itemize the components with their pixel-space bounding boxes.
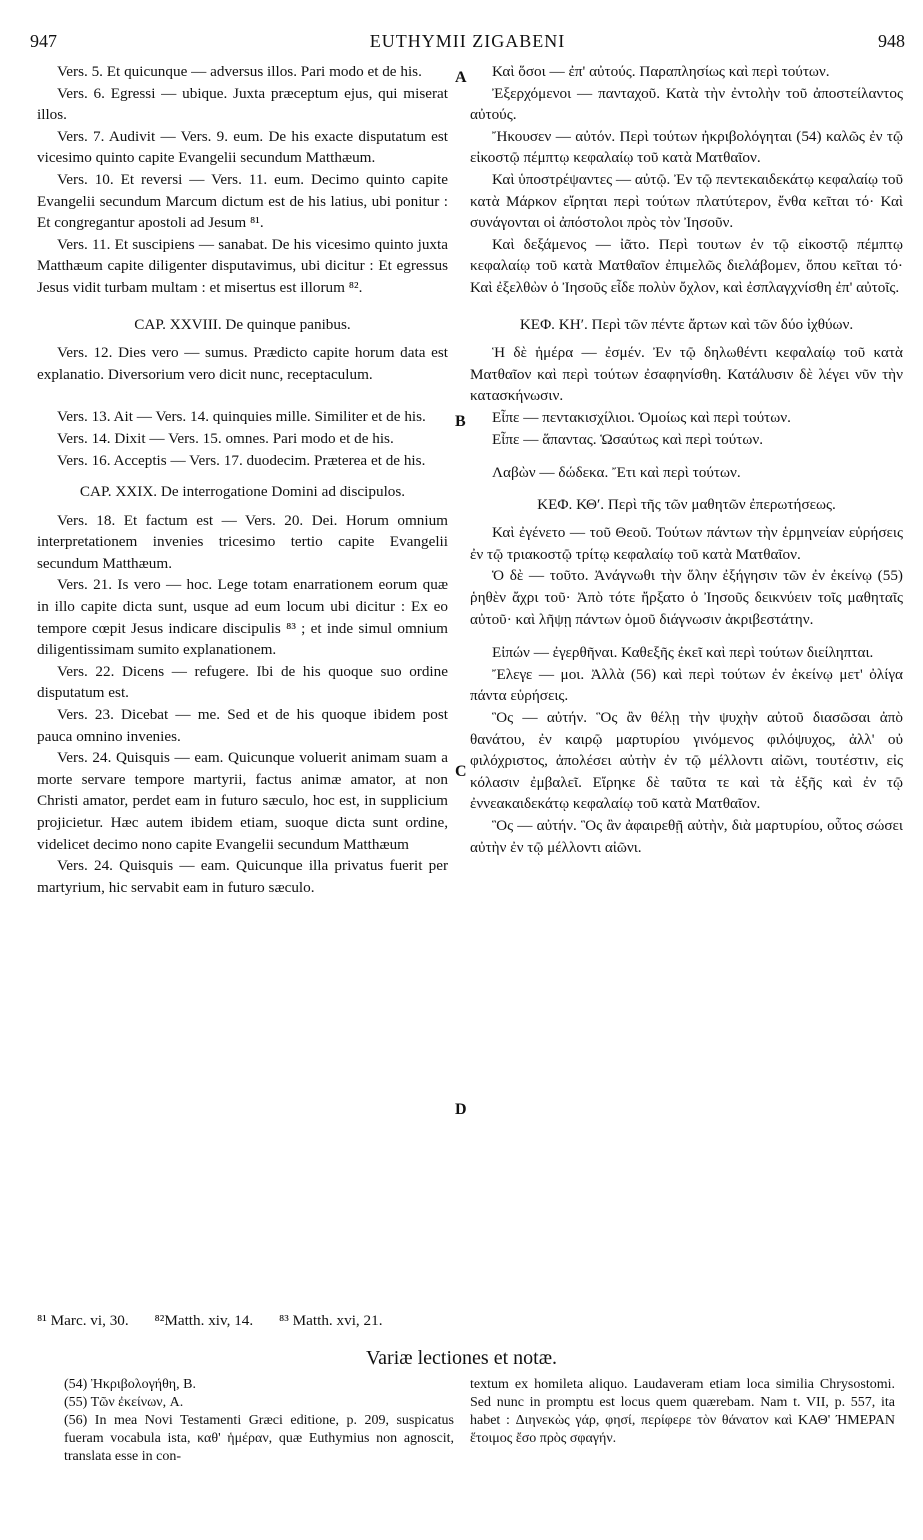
- variae-notes-right: [470, 1376, 895, 1448]
- page-number-left: 947: [30, 31, 57, 51]
- latin-column: [37, 61, 448, 898]
- latin-verse-24a: Vers. 24. Quisquis — eam. Quicunque voluerit animam suam a morte servare tempore martyrii, factus animæ amator, at non Christi amator, perdet eam in futuro sæculo, hoc est, in supplicium projicietur. Hæc autem ibidem etiam, suoque dicta sunt ordine, videlicet decimo nono capite Evangelii secundum Matthæum: [37, 749, 448, 853]
- greek-chapter-28-heading: ΚΕΦ. ΚΗʹ. Περὶ τῶν πέντε ἄρτων καὶ τῶν δύο ἰχθύων.: [519, 315, 854, 333]
- greek-verse-12: Ἡ δὲ ἡμέρα — ἐσμέν. Ἐν τῷ δηλωθέντι κεφαλαίῳ τοῦ κατὰ Ματθαῖον καὶ περὶ τούτων ἐσαφηνίσθη. Κατάλυσιν δὲ λέγει νῦν τὴν κατασκήνωσιν.: [470, 344, 903, 405]
- greek-verse-23: Ἔλεγε — μοι. Ἀλλὰ (56) καὶ περὶ τούτων ἐν ἐκείνῳ μετ' ὀλίγα πάντα εὑρήσεις.: [470, 665, 903, 705]
- latin-chapter-28-heading: CAP. XXVIII. De quinque panibus.: [134, 315, 351, 333]
- greek-verse-10: Καὶ ὑποστρέψαντες — αὐτῷ. Ἐν τῷ πεντεκαιδεκάτῳ κεφαλαίῳ τοῦ κατὰ Μάρκον εἴρηται περὶ τούτων πλατύτερον, ἔνθα κεῖται τό· Καὶ συνάγονται οἱ ἀπόστολοι πρὸς τὸν Ἰησοῦν.: [470, 170, 904, 232]
- greek-verse-5: Καὶ ὅσοι — ἐπ' αὐτούς. Παραπλησίως καὶ περὶ τούτων.: [492, 63, 830, 80]
- latin-verse-24b: Vers. 24. Quisquis — eam. Quicunque illa privatus fuerit per martyrium, hic servabit eam in futuro sæculo.: [37, 857, 448, 896]
- latin-chapter-29-heading: CAP. XXIX. De interrogatione Domini ad discipulos.: [79, 483, 406, 501]
- note-54: (54) Ἠκριβολογήθη, B.: [64, 1377, 196, 1392]
- greek-verse-6: Ἐξερχόμενοι — πανταχοῦ. Κατὰ τὴν ἐντολὴν τοῦ ἀποστείλαντος αὐτούς.: [470, 84, 903, 124]
- greek-verse-24a: Ὃς — αὐτήν. Ὃς ἂν θέλῃ τὴν ψυχὴν αὐτοῦ διασῶσαι ἀπὸ θανάτου, ἐν καιρῷ μαρτυρίου γινόμενος φιλόψυχος, ἀλλ' οὐ φιλόχριστος, ἀπολέσει αὐτὴν ἐν τῷ μέλλοντι αἰῶνι, τουτέστιν, εἰς κόλασιν ἐμβαλεῖ. Εἴρηκε δὲ ταῦτα τε καὶ τὰ ἑξῆς καὶ ἐν τῷ ἐννεακαιδεκάτῳ κεφαλαίῳ τοῦ κατὰ Ματθαῖον.: [470, 709, 903, 813]
- latin-verse-5: Vers. 5. Et quicunque — adversus illos. Pari modo et de his.: [57, 63, 422, 80]
- note-55: (55) Τῶν ἐκείνων, A.: [64, 1395, 184, 1410]
- scripture-footnotes: [37, 1311, 897, 1331]
- latin-verse-7: Vers. 7. Audivit — Vers. 9. eum. De his exacte disputatum est vicesimo quinto capite Evangelii secundum Matthæum.: [37, 127, 448, 167]
- latin-verse-10: Vers. 10. Et reversi — Vers. 11. eum. Decimo quinto capite Evangelii secundum Marcum dictum est de his latius, ubi ponitur : Et congregantur apostoli ad Jesum ⁸¹.: [37, 170, 448, 232]
- margin-letter-b: B: [455, 413, 466, 430]
- margin-letter-d: D: [455, 1101, 467, 1118]
- greek-verse-18: Καὶ ἐγένετο — τοῦ Θεοῦ. Τούτων πάντων τὴν ἑρμηνείαν εὑρήσεις ἐν τῷ τριακοστῷ τρίτῳ κεφαλαίῳ τοῦ κατὰ Ματθαῖον.: [470, 524, 903, 563]
- latin-verse-11: Vers. 11. Et suscipiens — sanabat. De his vicesimo quinto juxta Matthæum capite diligenter disputavimus, ubi dicitur : Et egressus Jesus vidit turbam multam : et misertus est illorum ⁸².: [37, 235, 448, 296]
- greek-verse-14: Εἶπε — ἅπαντας. Ὡσαύτως καὶ περὶ τούτων.: [492, 430, 764, 448]
- greek-verse-7: Ἤκουσεν — αὐτόν. Περὶ τούτων ἠκριβολόγηται (54) καλῶς ἐν τῷ εἰκοστῷ πέμπτῳ κεφαλαίῳ τοῦ κατὰ Ματθαῖον.: [470, 127, 903, 167]
- latin-verse-14: Vers. 14. Dixit — Vers. 15. omnes. Pari modo et de his.: [57, 429, 394, 447]
- greek-verse-11: Καὶ δεξάμενος — ἰᾶτο. Περὶ τουτων ἐν τῷ εἰκοστῷ πέμπτῳ κεφαλαίῳ τοῦ κατὰ Ματθαῖον ἐπιμελῶς διελάβομεν, ὅπου κεῖται τό· Καὶ ἐξελθὼν ὁ Ἰησοῦς εἶδε πολὺν ὄχλον, καὶ ἐσπλαγχνίσθη ἐπ' αὐτοῖς.: [470, 235, 903, 296]
- latin-verse-13: Vers. 13. Ait — Vers. 14. quinquies mille. Similiter et de his.: [57, 408, 426, 426]
- greek-verse-22: Εἰπών — ἐγερθῆναι. Καθεξῆς ἐκεῖ καὶ περὶ τούτων διείληπται.: [492, 644, 874, 662]
- latin-verse-18: Vers. 18. Et factum est — Vers. 20. Dei. Horum omnium interpretationem invenies tricesimo tertio capite Evangelii secundum Matthæum.: [37, 511, 448, 572]
- latin-verse-6: Vers. 6. Egressi — ubique. Juxta præceptum ejus, qui miserat illos.: [37, 84, 448, 124]
- page-header: [30, 31, 905, 59]
- note-56-continued: textum ex homileta aliquo. Laudaveram etiam loca similia Chrysostomi. Sed nunc in promptu est locus quem quærebam. Nam t. VII, p. 557, ita habet : Διηνεκὼς γάρ, φησί, περίφερε τὸν θάνατον καὶ ΚΑΘ' ΉΜΕΡΑΝ ἕτοιμος ἔσο πρὸς σφαγήν.: [470, 1377, 895, 1446]
- two-column-body: [37, 61, 903, 1341]
- greek-verse-24b: Ὃς — αὐτήν. Ὃς ἂν ἀφαιρεθῇ αὐτὴν, διὰ μαρτυρίου, οὗτος σώσει αὐτὴν ἐν τῷ μέλλοντι αἰῶνι.: [470, 817, 903, 856]
- variae-lectiones-heading: Variæ lectiones et notæ.: [365, 1347, 558, 1369]
- footnote-81: ⁸¹ Marc. vi, 30.: [37, 1312, 129, 1329]
- running-title: EUTHYMII ZIGABENI: [369, 31, 566, 51]
- latin-verse-12: Vers. 12. Dies vero — sumus. Prædicto capite horum data est explanatio. Diversorium vero dicit nunc, receptaculum.: [37, 344, 448, 383]
- footnote-83: ⁸³ Matth. xvi, 21.: [279, 1312, 383, 1329]
- greek-column: [470, 61, 903, 858]
- greek-verse-21: Ὁ δὲ — τοῦτο. Ἀνάγνωθι τὴν ὅλην ἐξήγησιν τῶν ἐν ἐκείνῳ (55) ῥηθὲν ἄχρι τοῦ· Ἀπὸ τότε ἤρξατο ὁ Ἰησοῦς δεικνύειν τοῖς μαθηταῖς αὐτοῦ· καὶ λῆψῃ πάντων ὁμοῦ διάγνωσιν ἀκριβεστάτην.: [470, 567, 903, 628]
- greek-chapter-29-heading: ΚΕΦ. ΚΘʹ. Περὶ τῆς τῶν μαθητῶν ἐπερωτήσεως.: [537, 495, 836, 513]
- latin-verse-23: Vers. 23. Dicebat — me. Sed et de his quoque ibidem post pauca omnino invenies.: [37, 706, 448, 745]
- latin-verse-22: Vers. 22. Dicens — refugere. Ibi de his quoque suo ordine disputatum est.: [37, 662, 448, 702]
- page-number-right: 948: [878, 31, 905, 51]
- variae-notes-left: [64, 1376, 454, 1466]
- greek-verse-13: Εἶπε — πεντακισχίλιοι. Ὁμοίως καὶ περὶ τούτων.: [492, 408, 791, 426]
- margin-letter-c: C: [455, 763, 467, 780]
- footnote-82: ⁸²Matth. xiv, 14.: [154, 1312, 254, 1329]
- greek-verse-16: Λαβὼν — δώδεκα. Ἔτι καὶ περὶ τούτων.: [492, 464, 741, 482]
- margin-letter-a: A: [455, 69, 467, 86]
- latin-verse-21: Vers. 21. Is vero — hoc. Lege totam enarrationem eorum quæ in illo capite dicta sunt, usque ad eum locum ubi dicitur : Ex eo tempore cœpit Jesus indicare discipulis ⁸³ ; et inde simul omnium diligentissimam sumito explanationem.: [37, 576, 448, 659]
- note-56: (56) In mea Novi Testamenti Græci editione, p. 209, suspicatus fueram vocabula ista, καθ' ἡμέραν, quæ Euthymius non agnoscit, translata esse in con-: [64, 1413, 454, 1464]
- latin-verse-16: Vers. 16. Acceptis — Vers. 17. duodecim. Præterea et de his.: [57, 451, 426, 469]
